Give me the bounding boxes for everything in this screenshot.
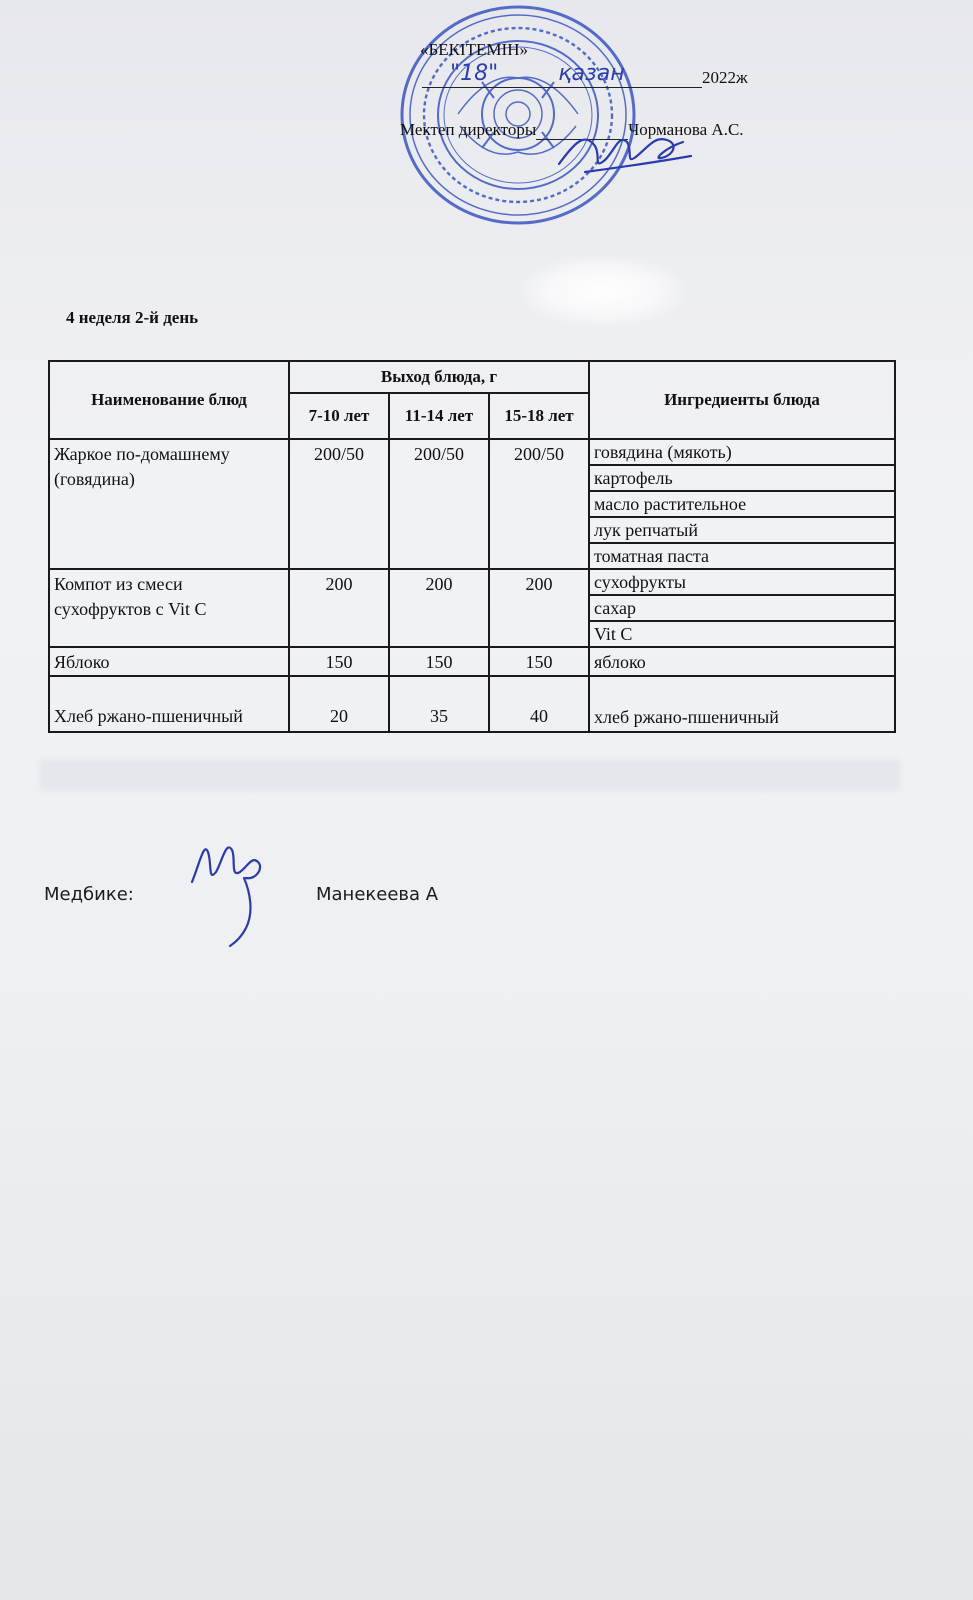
ingredient: сахар [589,595,895,621]
ingredient: томатная паста [589,543,895,569]
yield-11-14: 35 [389,676,489,732]
table-row [49,676,895,732]
medic-signature [186,832,276,952]
dish-name: Компот из смеси сухофруктов с Vit C [49,569,289,647]
date-day: 18 [460,61,489,86]
yield-7-10: 20 [289,676,389,732]
ingredient: Vit C [589,621,895,647]
director-signature [555,112,695,182]
yield-15-18: 200/50 [489,439,589,569]
dish-name: Жаркое по-домашнему (говядина) [49,439,289,569]
yield-15-18: 40 [489,676,589,732]
yield-11-14: 150 [389,647,489,676]
photo-shadow [40,760,900,790]
ingredient: хлеб ржано-пшеничный [589,676,895,732]
dish-name: Яблоко [49,647,289,676]
table-row [49,439,895,465]
header-age-15-18: 15-18 лет [489,393,589,439]
date-blank [422,61,702,88]
header-yield: Выход блюда, г [289,361,589,393]
handwritten-date: "18" қазан [450,61,625,86]
yield-15-18: 150 [489,647,589,676]
date-month: қазан [558,61,625,86]
header-age-11-14: 11-14 лет [389,393,489,439]
medic-name: Манекеева А [316,884,439,905]
medic-label: Медбике: [44,884,134,905]
yield-7-10: 200/50 [289,439,389,569]
header-age-7-10: 7-10 лет [289,393,389,439]
header-dish-name: Наименование блюд [49,361,289,439]
approval-year: 2022ж [702,68,748,87]
header-ingredients: Ингредиенты блюда [589,361,895,439]
table-row [49,647,895,676]
yield-7-10: 200 [289,569,389,647]
menu-table [48,360,896,733]
director-label: Мектеп директоры [400,120,537,139]
table-row [49,569,895,595]
dish-name: Хлеб ржано-пшеничный [49,676,289,732]
yield-11-14: 200/50 [389,439,489,569]
day-title: 4 неделя 2-й день [66,308,199,327]
ingredient: говядина (мякоть) [589,439,895,465]
yield-11-14: 200 [389,569,489,647]
ingredient: яблоко [589,647,895,676]
director-name: Чорманова А.С. [628,120,744,139]
ingredient: лук репчатый [589,517,895,543]
approval-date-line [422,61,748,88]
approved-label: «БЕКІТЕМІН» [420,40,528,59]
yield-15-18: 200 [489,569,589,647]
yield-7-10: 150 [289,647,389,676]
ingredient: картофель [589,465,895,491]
ingredient: сухофрукты [589,569,895,595]
ingredient: масло растительное [589,491,895,517]
light-glare [520,256,685,326]
